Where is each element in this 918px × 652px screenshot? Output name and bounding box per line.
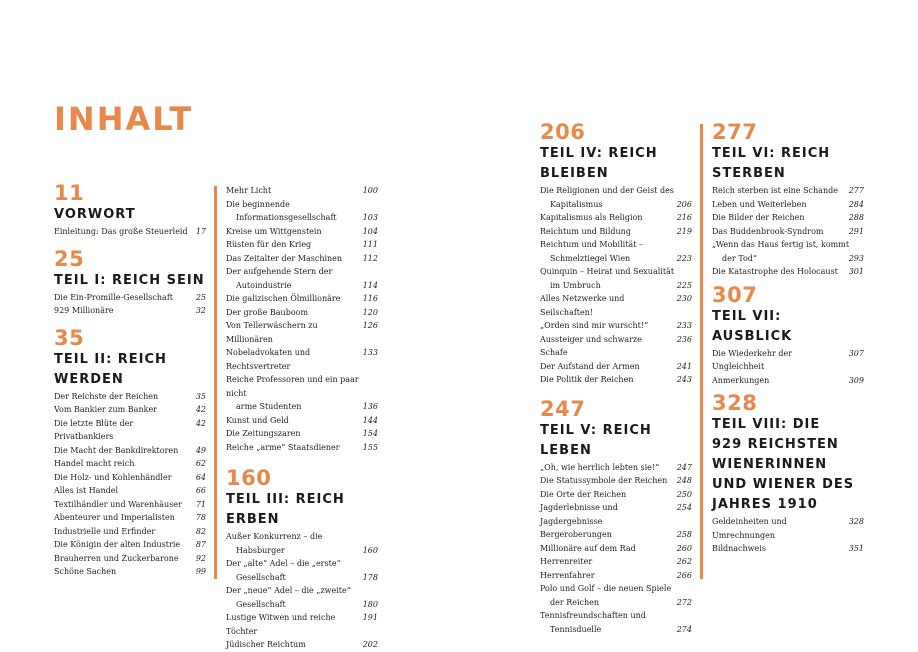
entry-title: Die Macht der Bankdirektoren [54, 445, 179, 455]
toc-entry [226, 198, 378, 212]
toc-entry [226, 319, 378, 346]
entry-page: 103 [362, 213, 378, 222]
toc-entry [540, 623, 692, 637]
toc-entry [54, 565, 206, 579]
toc-entry [226, 611, 378, 638]
toc-entry [540, 461, 692, 475]
toc-entry [540, 252, 692, 266]
toc-entry [226, 346, 378, 373]
entry-title: Gesellschaft [236, 572, 286, 582]
toc-section [226, 466, 378, 652]
section-title: TEIL V: REICH LEBEN [540, 422, 652, 458]
toc-entry [540, 292, 692, 319]
entry-page: 254 [676, 503, 692, 512]
toc-section [712, 283, 864, 388]
entry-title: Die Ein-Promille-Gesellschaft [54, 292, 173, 302]
entry-page: 32 [195, 306, 206, 315]
section-title: VORWORT [54, 207, 136, 222]
entry-page: 64 [195, 472, 206, 482]
toc-entry [226, 598, 378, 612]
entry-title: Reich sterben ist eine Schande [712, 186, 838, 195]
toc-section [712, 391, 864, 556]
toc-entry [540, 184, 692, 198]
toc-entry [540, 279, 692, 293]
toc-entry [540, 198, 692, 212]
toc-entry [54, 552, 206, 566]
section-title: TEIL II: REICH [54, 351, 167, 367]
entry-title: Schöne Sachen [54, 567, 117, 576]
entry-title: Gesellschaft [236, 599, 286, 609]
section-title: STERBEN [712, 166, 786, 181]
column-divider-2 [700, 124, 703, 579]
entry-page: 260 [676, 543, 692, 553]
toc-entry [540, 609, 692, 623]
entry-title: Leben und Weiterleben [712, 199, 807, 209]
entry-title: Das Buddenbrook-Syndrom [712, 226, 824, 236]
toc-entry [226, 571, 378, 585]
entry-title: Die Orte der Reichen [540, 489, 627, 499]
entry-title: Anmerkungen [712, 375, 770, 385]
entry-page: 35 [195, 391, 206, 401]
toc-entry [226, 584, 378, 598]
toc-entry [712, 211, 864, 225]
entry-title: Die Wiederkehr der Ungleichheit [712, 348, 793, 371]
entry-title: Kapitalismus als Religion [540, 213, 643, 222]
toc-column-4 [712, 120, 864, 556]
toc-entry [712, 238, 864, 252]
section-page-number: 206 [540, 120, 586, 144]
toc-entry [226, 638, 378, 652]
entry-title: Industrielle und Erfinder [54, 526, 156, 536]
section-title: TEIL III: REICH ERBEN [226, 492, 345, 527]
entry-title: Quinquin – Heirat und Sexualität [540, 267, 675, 276]
toc-entry [540, 265, 692, 279]
entry-title: Die Zeitungszaren [226, 429, 301, 438]
toc-entry [540, 319, 692, 333]
toc-entry [712, 184, 864, 198]
toc-entry [226, 265, 378, 279]
toc-entry [54, 538, 206, 552]
entry-title: Der „neue“ Adel – die „zweite“ [226, 586, 351, 595]
toc-entry [226, 414, 378, 428]
toc-entry [540, 474, 692, 488]
entry-title: Schmelztiegel Wien [550, 253, 631, 263]
entry-title: Die Religionen und der Geist des [540, 186, 674, 195]
entry-title: Der aufgehende Stern der [226, 267, 333, 276]
entry-page: 223 [676, 253, 692, 263]
toc-entry [712, 252, 864, 266]
entry-page: 49 [195, 445, 206, 455]
entry-page: 136 [362, 402, 378, 411]
entry-title: Autoindustrie [236, 280, 292, 290]
toc-entry [226, 292, 378, 306]
toc-section [54, 247, 206, 318]
entry-title: Brauherren und Zuckerbarone [54, 553, 179, 563]
entry-title: Vom Bankier zum Banker [54, 405, 157, 414]
entry-title: „Wenn das Haus fertig ist, kommt [712, 240, 850, 249]
toc-entry [540, 225, 692, 239]
entry-page: 99 [195, 567, 206, 576]
entry-page: 144 [362, 415, 378, 425]
toc-entry [54, 291, 206, 305]
entry-page: 66 [195, 486, 206, 495]
entry-title: Die Statussymbole der Reichen [540, 476, 668, 485]
entry-title: Tennisfreundschaften und [540, 611, 646, 620]
entry-title: Bildnachweis [712, 544, 766, 553]
entry-page: 206 [676, 199, 692, 209]
toc-entry [540, 360, 692, 374]
toc-entry [226, 530, 378, 544]
section-title: TEIL IV: REICH [540, 146, 658, 161]
entry-page: 307 [848, 348, 864, 358]
entry-page: 25 [195, 292, 206, 302]
toc-entry [540, 596, 692, 610]
section-page-number: 11 [54, 181, 85, 205]
section-page-number: 277 [712, 120, 758, 144]
entry-title: Polo und Golf – die neuen Spiele [540, 584, 672, 593]
entry-title: Der Aufstand der Armen [540, 361, 640, 371]
toc-entry [540, 555, 692, 569]
entry-title: Kunst und Geld [226, 415, 289, 425]
entry-title: Tennisduelle [550, 624, 602, 634]
entry-title: im Umbruch [550, 280, 601, 290]
toc-entry [712, 542, 864, 556]
toc-column-3 [540, 120, 692, 636]
toc-entry [226, 373, 378, 400]
entry-page: 112 [362, 253, 378, 263]
entry-page: 92 [195, 553, 206, 563]
entry-title: Reiche „arme“ Staatsdiener [226, 442, 340, 452]
entry-title: Herrenreiter [540, 557, 593, 566]
entry-page: 100 [362, 186, 378, 195]
entry-title: Reiche Professoren und ein paar nicht [226, 375, 359, 398]
toc-column-1 [54, 181, 206, 579]
entry-title: Geldeinheiten und Umrechnungen [712, 517, 787, 540]
toc-entry [54, 417, 206, 444]
entry-page: 309 [848, 375, 864, 385]
section-title: TEIL VII: AUSBLICK [712, 308, 793, 344]
toc-entry [54, 444, 206, 458]
toc-entry [54, 498, 206, 512]
entry-title: Das Zeitalter der Maschinen [226, 253, 343, 263]
entry-page: 78 [195, 513, 206, 522]
toc-entry [540, 373, 692, 387]
section-title: WERDEN [54, 371, 124, 387]
entry-title: Alles Netzwerke und Seilschaften! [540, 294, 625, 317]
entry-page: 42 [195, 405, 206, 414]
entry-title: Der große Bauboom [226, 307, 309, 317]
column-divider-1 [214, 186, 217, 579]
toc-entry [540, 582, 692, 596]
entry-page: 191 [362, 613, 378, 622]
entry-page: 247 [676, 462, 692, 472]
toc-entry [54, 403, 206, 417]
entry-title: Lustige Witwen und reiche Töchter [226, 613, 336, 636]
entry-page: 62 [195, 459, 206, 468]
entry-page: 291 [848, 226, 864, 236]
entry-page: 104 [362, 226, 378, 236]
entry-page: 262 [676, 557, 692, 566]
toc-entry [540, 542, 692, 556]
toc-entry [540, 528, 692, 542]
toc-section [54, 181, 206, 239]
entry-title: Einleitung: Das große Steuerleid [54, 227, 188, 236]
toc-entry [226, 252, 378, 266]
toc-entry [54, 471, 206, 485]
section-title: UND WIENER DES [712, 477, 855, 492]
entry-page: 17 [195, 227, 206, 236]
section-page-number: 160 [226, 466, 272, 490]
entry-title: Millionäre auf dem Rad [540, 543, 636, 553]
toc-entry [540, 501, 692, 528]
entry-page: 160 [362, 545, 378, 555]
entry-page: 250 [676, 489, 692, 499]
toc-section [540, 120, 692, 387]
entry-page: 178 [362, 572, 378, 582]
toc-entry [226, 306, 378, 320]
entry-page: 133 [362, 348, 378, 357]
toc-entry [712, 198, 864, 212]
toc-entry [540, 569, 692, 583]
toc-entry [712, 225, 864, 239]
entry-title: Abenteurer und Imperialisten [54, 513, 175, 522]
entry-title: Reichtum und Mobilität – [540, 240, 643, 249]
toc-entry [226, 557, 378, 571]
toc-entry [226, 544, 378, 558]
entry-page: 202 [362, 640, 378, 649]
entry-page: 230 [676, 294, 692, 303]
entry-title: Habsburger [236, 545, 285, 555]
entry-title: Jüdischer Reichtum [226, 640, 306, 649]
toc-entry [54, 225, 206, 239]
entry-page: 216 [676, 213, 692, 222]
toc-entry [226, 441, 378, 455]
entry-page: 42 [195, 418, 206, 428]
entry-title: Die Katastrophe des Holocaust [712, 267, 838, 276]
section-title: TEIL VIII: DIE [712, 417, 821, 432]
entry-page: 233 [676, 321, 692, 330]
entry-page: 293 [848, 253, 864, 263]
entry-title: Nobeladvokaten und Rechtsvertreter [226, 348, 311, 371]
entry-title: Die Bilder der Reichen [712, 213, 805, 222]
entry-title: Der „alte“ Adel – die „erste“ [226, 559, 341, 568]
entry-page: 248 [676, 476, 692, 485]
entry-title: Von Tellerwäschern zu Millionären [226, 321, 318, 344]
entry-page: 351 [848, 544, 864, 553]
entry-page: 155 [362, 442, 378, 452]
entry-title: Die Holz- und Kohlenhändler [54, 472, 172, 482]
entry-title: 929 Millionäre [54, 306, 114, 315]
entry-title: Bergeroberungen [540, 530, 612, 539]
toc-entry [540, 211, 692, 225]
toc-section [540, 397, 692, 637]
entry-page: 154 [362, 429, 378, 438]
toc-entry [226, 211, 378, 225]
entry-title: Kreise um Wittgenstein [226, 226, 322, 236]
entry-title: der Reichen [550, 597, 600, 607]
entry-page: 284 [848, 199, 864, 209]
toc-entry [54, 390, 206, 404]
entry-page: 82 [195, 526, 206, 536]
section-page-number: 35 [54, 325, 85, 350]
entry-page: 71 [195, 499, 206, 509]
entry-title: Handel macht reich [54, 459, 135, 468]
entry-page: 277 [848, 186, 864, 195]
section-page-number: 25 [54, 246, 85, 271]
section-title: TEIL I: REICH SEIN [54, 272, 205, 288]
entry-page: 241 [676, 361, 692, 371]
entry-page: 243 [676, 375, 692, 384]
toc-entry [226, 427, 378, 441]
entry-title: der Tod“ [722, 253, 757, 263]
entry-title: Mehr Licht [226, 186, 272, 195]
toc-entry [54, 511, 206, 525]
toc-entry [712, 347, 864, 374]
entry-title: Kapitalismus [550, 199, 603, 209]
toc-entry [226, 279, 378, 293]
entry-title: Die Königin der alten Industrie [54, 540, 181, 549]
entry-title: Die beginnende [226, 199, 290, 209]
entry-title: Reichtum und Bildung [540, 226, 631, 236]
entry-page: 328 [848, 517, 864, 526]
toc-entry [54, 484, 206, 498]
entry-page: 114 [362, 280, 378, 290]
toc-entry [712, 374, 864, 388]
toc-entry [54, 457, 206, 471]
toc-section [712, 120, 864, 279]
entry-page: 301 [848, 267, 864, 276]
entry-page: 120 [362, 307, 378, 317]
section-title: TEIL VI: REICH [712, 146, 831, 161]
toc-entry [540, 238, 692, 252]
entry-title: „Orden sind mir wurscht!“ [540, 321, 649, 330]
entry-title: Der Reichste der Reichen [54, 391, 159, 401]
toc-entry [226, 238, 378, 252]
toc-section [54, 326, 206, 579]
entry-page: 258 [676, 530, 692, 539]
toc-entry [540, 333, 692, 360]
entry-page: 180 [362, 599, 378, 609]
entry-title: Aussteiger und schwarze Schafe [540, 334, 642, 357]
section-title: 929 REICHSTEN [712, 437, 839, 452]
section-page-number: 307 [712, 282, 758, 307]
entry-page: 219 [676, 226, 692, 236]
entry-title: Die Politik der Reichen [540, 375, 634, 384]
entry-title: Herrenfahrer [540, 570, 595, 580]
entry-page: 288 [848, 213, 864, 222]
entry-title: Die galizischen Ölmillionäre [226, 294, 341, 303]
toc-entry [540, 488, 692, 502]
entry-page: 274 [676, 624, 692, 634]
entry-page: 116 [362, 294, 378, 303]
toc-entry [226, 184, 378, 198]
toc-column-2 [226, 184, 378, 652]
toc-section [226, 184, 378, 454]
entry-page: 272 [676, 597, 692, 607]
section-title: BLEIBEN [540, 166, 609, 181]
entry-title: arme Studenten [236, 402, 302, 411]
toc-entry [226, 225, 378, 239]
entry-title: „Oh, wie herrlich lebten sie!“ [540, 462, 660, 472]
toc-entry [54, 304, 206, 318]
entry-title: Informationsgesellschaft [236, 213, 337, 222]
entry-page: 225 [676, 280, 692, 290]
toc-entry [712, 515, 864, 542]
entry-page: 126 [362, 321, 378, 330]
entry-title: Textilhändler und Warenhäuser [54, 499, 182, 509]
section-page-number: 328 [712, 391, 758, 415]
entry-title: Alles ist Handel [54, 486, 119, 495]
entry-page: 236 [676, 334, 692, 344]
entry-page: 111 [362, 240, 378, 249]
toc-entry [226, 400, 378, 414]
toc-entry [54, 525, 206, 539]
entry-page: 266 [676, 570, 692, 580]
entry-title: Rüsten für den Krieg [226, 240, 312, 249]
entry-title: Die letzte Blüte der Privatbankiers [54, 418, 134, 441]
entry-title: Außer Konkurrenz – die [226, 532, 323, 541]
section-title: JAHRES 1910 [712, 497, 818, 512]
section-page-number: 247 [540, 396, 586, 421]
page-title: INHALT [54, 100, 194, 138]
toc-entry [712, 265, 864, 279]
section-title: WIENERINNEN [712, 457, 828, 472]
entry-page: 87 [195, 540, 206, 549]
entry-title: Jagderlebnisse und Jagdergebnisse [540, 503, 618, 526]
